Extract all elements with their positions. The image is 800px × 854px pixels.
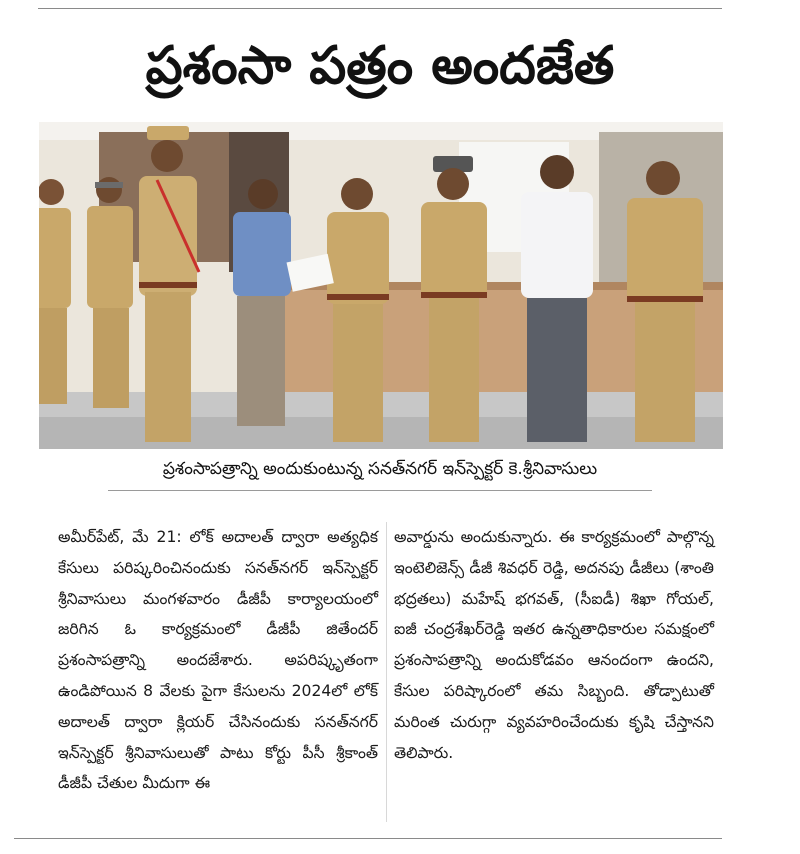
civilian-figure-blue-shirt <box>233 179 291 426</box>
top-rule <box>38 8 722 9</box>
photo-caption: ప్రశంసాపత్రాన్ని అందుకుంటున్న సనత్‌నగర్ ఇన్‌స్పెక్టర్ కె.శ్రీనివాసులు <box>162 459 598 479</box>
news-photo <box>39 122 723 449</box>
bottom-rule <box>14 838 722 839</box>
article-text-right: అవార్డును అందుకున్నారు. ఈ కార్యక్రమంలో పాల్గొన్న ఇంటెలిజెన్స్ డీజీ శివధర్ రెడ్డి, అదనపు డీజీలు (శాంతి భద్రతలు) మహేష్ భగవత్, (సీఐడీ) శిఖా గోయల్, ఐజీ చంద్రశేఖర్‌రెడ్డి ఇతర ఉన్నతాధికారుల సమక్షంలో ప్రశంసాపత్రాన్ని అందుకోడవం ఆనందంగా ఉందని, కేసుల పరిష్కారంలో తమ సిబ్బంది. తోడ్పాటుతో మరింత చురుగ్గా వ్యవహరించేందుకు కృషి చేస్తానని తెలిపారు. <box>394 528 714 762</box>
caption-rule <box>108 490 652 491</box>
officer-figure-1 <box>39 179 71 404</box>
officer-figure-2 <box>87 177 133 408</box>
article-column-right <box>394 522 714 768</box>
column-divider <box>386 522 387 822</box>
officer-figure-right <box>627 161 703 442</box>
headline: ప్రశంసా పత్రం అందజేత <box>145 36 615 96</box>
ceremony-photo-illustration <box>39 122 723 449</box>
article-column-left <box>58 522 378 799</box>
civilian-figure-white-shirt <box>521 155 593 442</box>
article-text-left: అమీర్‌పేట్, మే 21: లోక్ అదాలత్ ద్వారా అత్యధిక కేసులు పరిష్కరించినందుకు సనత్‌నగర్ ఇన్‌స్పెక్టర్ శ్రీనివాసులు మంగళవారం డీజీపీ కార్యాలయంలో జరిగిన ఓ కార్యక్రమంలో డీజీపీ జితేందర్ ప్రశంసాపత్రాన్ని అందజేశారు. అపరిష్కృతంగా ఉండిపోయిన 8 వేలకు పైగా కేసులను 2024లో లోక్ అదాలత్ ద్వారా క్లియర్ చేసినందుకు సనత్‌నగర్ ఇన్‌స్పెక్టర్ శ్రీనివాసులుతో పాటు కోర్టు పీసీ శ్రీకాంత్ డీజీపీ చేతుల మీదుగా ఈ <box>58 528 378 793</box>
